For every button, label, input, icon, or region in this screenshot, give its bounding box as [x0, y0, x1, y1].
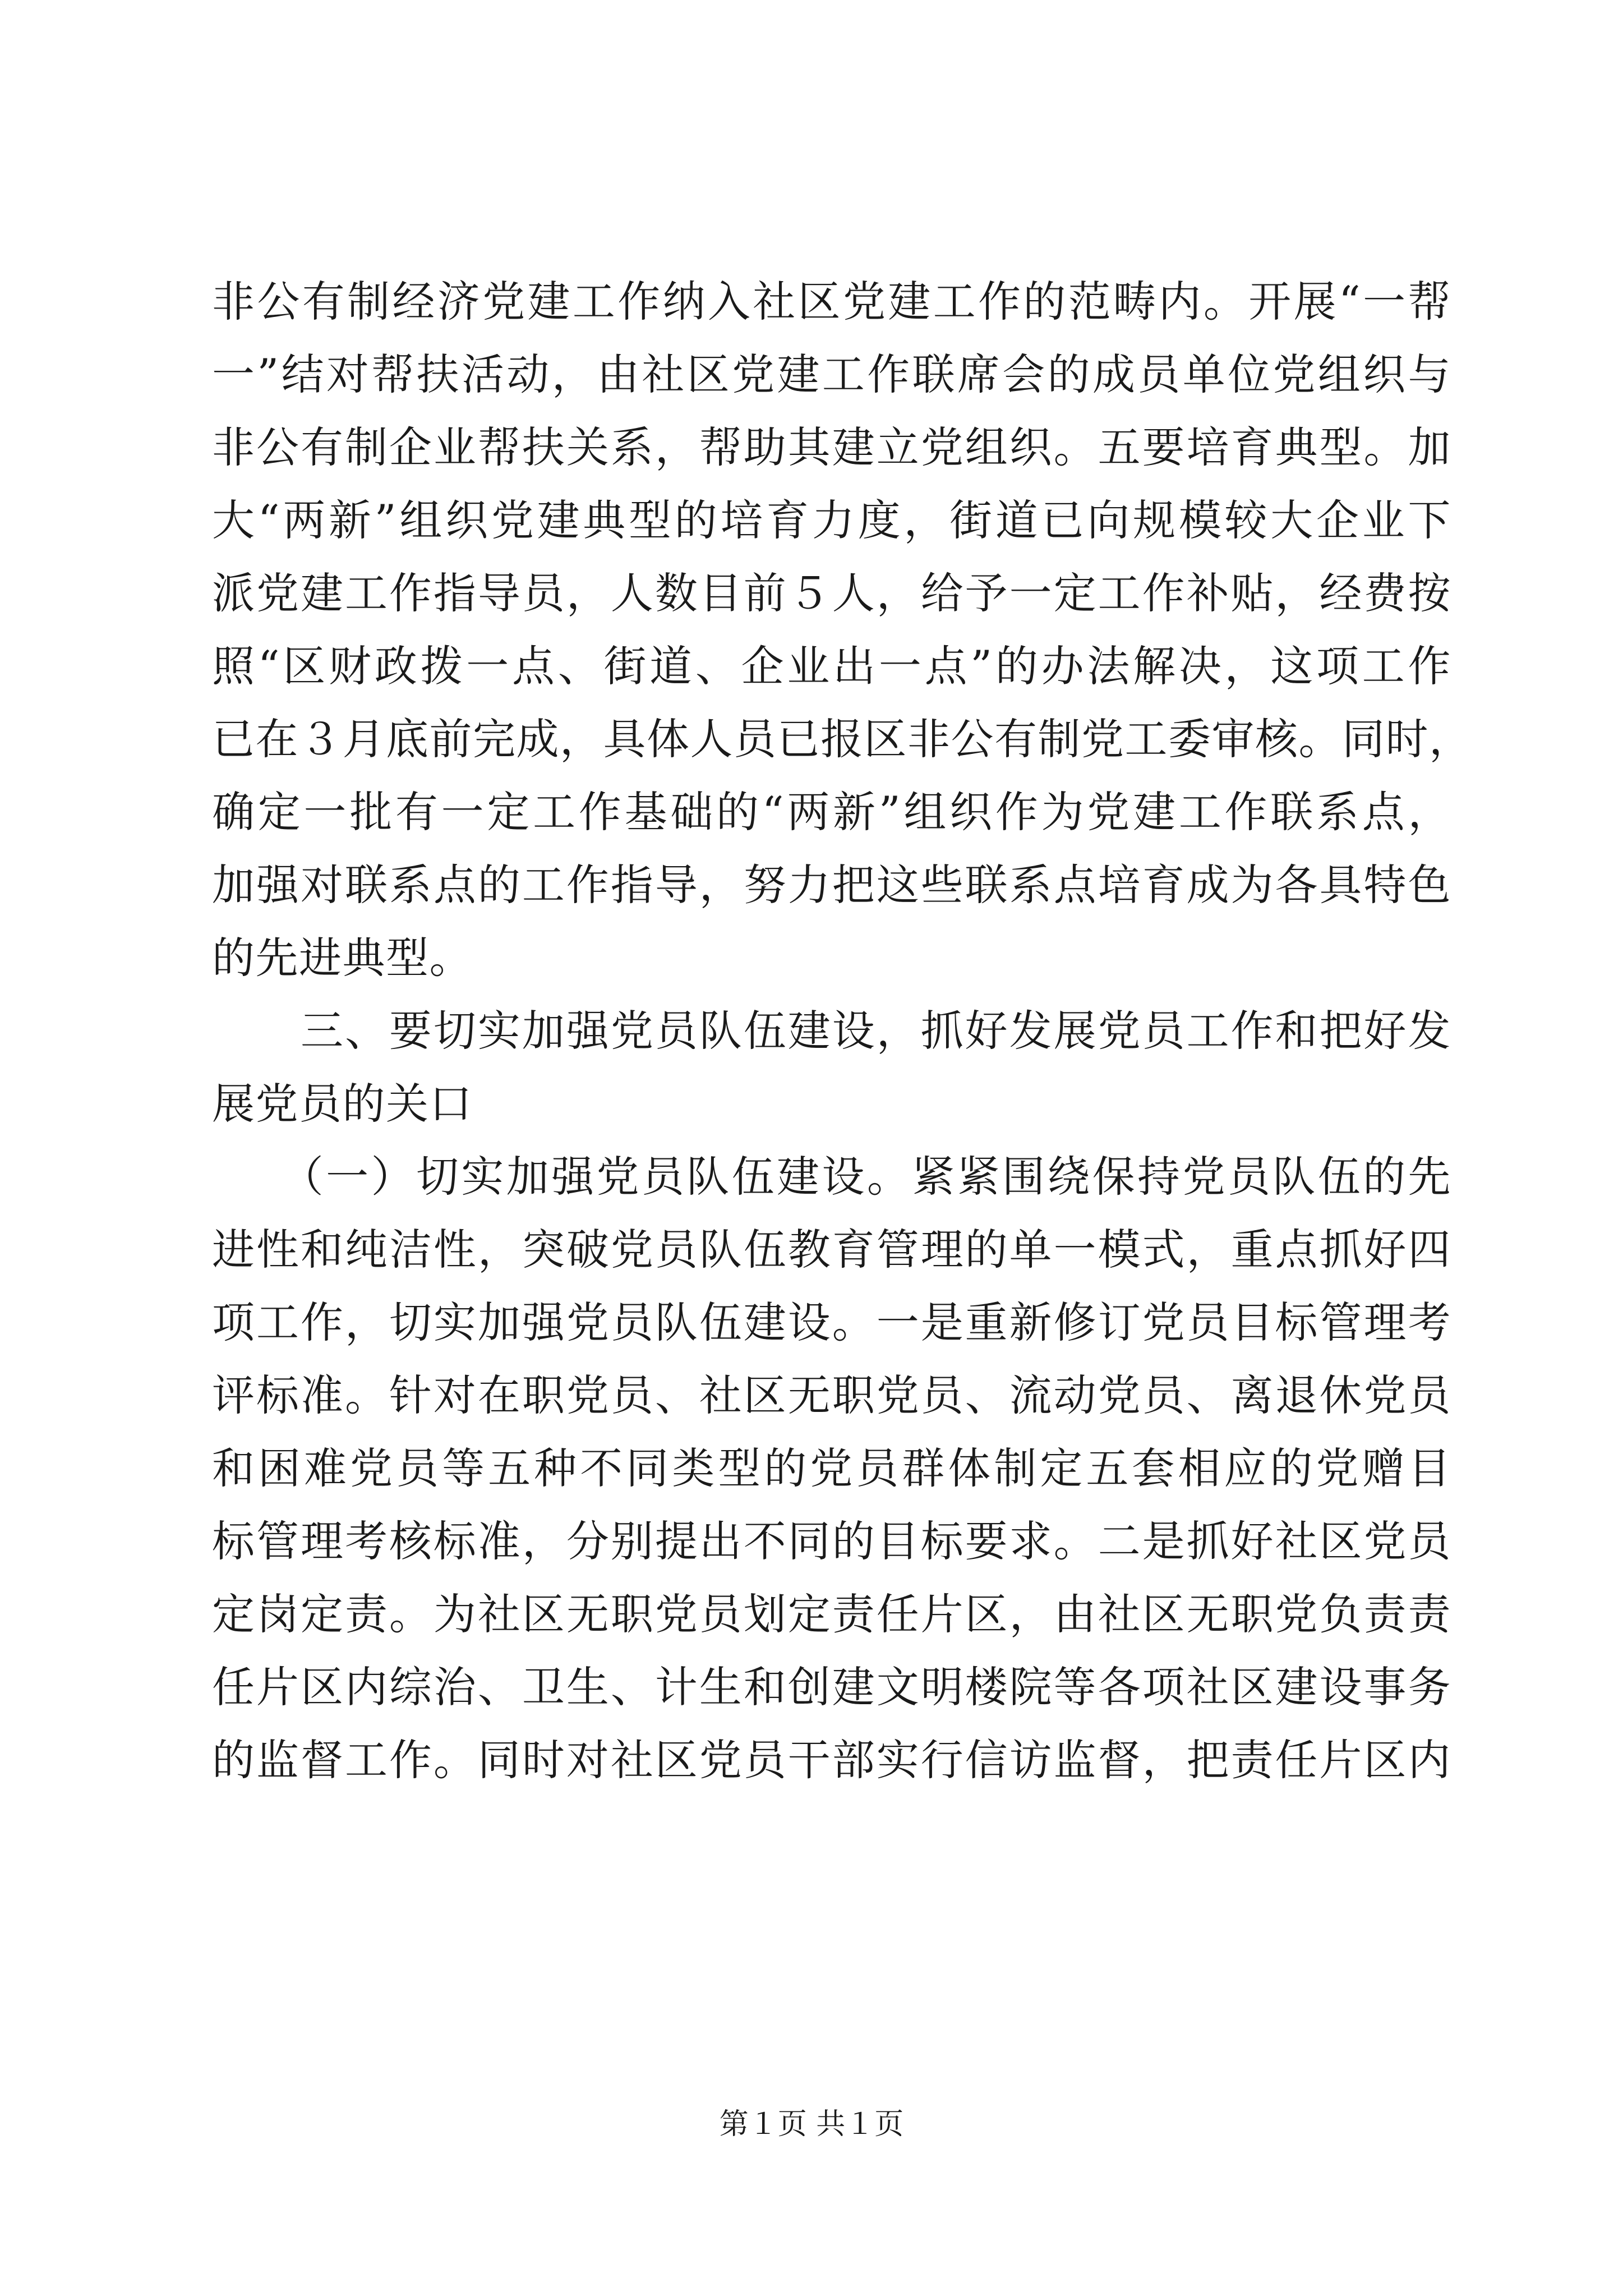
text-line: 标管理考核标准，分别提出不同的目标要求。二是抓好社区党员	[212, 1516, 1451, 1566]
text-line: （一）切实加强党员队伍建设。紧紧围绕保持党员队伍的先	[212, 1152, 1451, 1202]
text-line: 进性和纯洁性，突破党员队伍教育管理的单一模式，重点抓好四	[212, 1225, 1451, 1274]
text-line: 确定一批有一定工作基础的“两新”组织作为党建工作联系点，	[212, 787, 1451, 837]
text-line: 项工作，切实加强党员队伍建设。一是重新修订党员目标管理考	[212, 1297, 1451, 1347]
page-number-footer: 第１页 共１页	[719, 2108, 904, 2141]
text-line: 的监督工作。同时对社区党员干部实行信访监督，把责任片区内	[212, 1735, 1451, 1785]
text-line: 非公有制企业帮扶关系，帮助其建立党组织。五要培育典型。加	[212, 422, 1451, 472]
text-line: 照“区财政拨一点、街道、企业出一点”的办法解决，这项工作	[212, 641, 1451, 691]
text-line: 加强对联系点的工作指导，努力把这些联系点培育成为各具特色	[212, 860, 1451, 910]
section-heading-line: 展党员的关口	[212, 1079, 473, 1129]
text-line: 和困难党员等五种不同类型的党员群体制定五套相应的党赠目	[212, 1443, 1451, 1493]
text-line: 已在３月底前完成，具体人员已报区非公有制党工委审核。同时，	[212, 714, 1473, 764]
text-line: 一”结对帮扶活动，由社区党建工作联席会的成员单位党组织与	[212, 349, 1451, 399]
text-line: 评标准。针对在职党员、社区无职党员、流动党员、离退休党员	[212, 1370, 1451, 1420]
section-heading-line: 三、要切实加强党员队伍建设，抓好发展党员工作和把好发	[212, 1006, 1451, 1056]
text-line: 任片区内综治、卫生、计生和创建文明楼院等各项社区建设事务	[212, 1662, 1451, 1712]
text-line: 大“两新”组织党建典型的培育力度，街道已向规模较大企业下	[212, 495, 1451, 545]
text-line: 定岗定责。为社区无职党员划定责任片区，由社区无职党负责责	[212, 1589, 1451, 1639]
text-line: 非公有制经济党建工作纳入社区党建工作的范畴内。开展“一帮	[212, 277, 1451, 326]
text-line: 的先进典型。	[212, 933, 473, 983]
text-line: 派党建工作指导员，人数目前５人，给予一定工作补贴，经费按	[212, 568, 1451, 618]
